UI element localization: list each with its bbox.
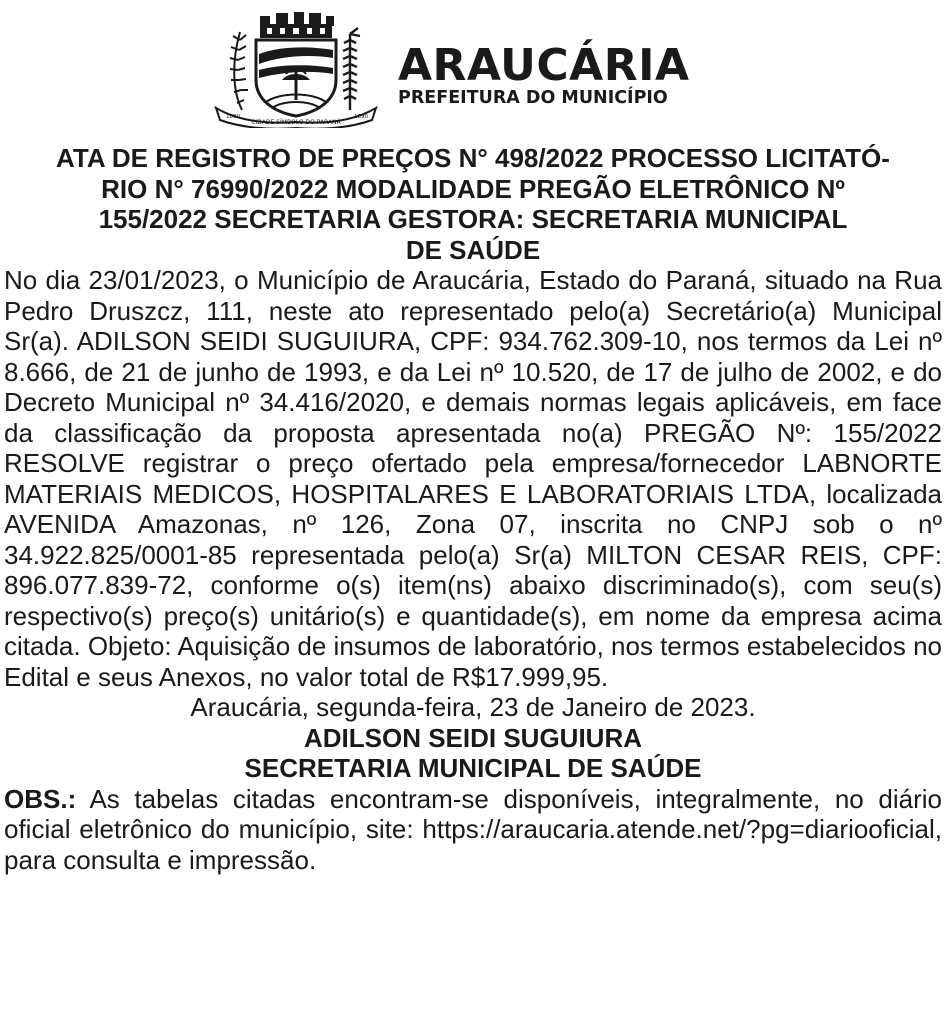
title-line: 155/2022 SECRETARIA GESTORA: SECRETARIA MUNICIPAL	[98, 204, 848, 234]
document-content	[4, 143, 942, 875]
crest-ribbon-text: CIDADE SÍMBOLO DO PARANÁ	[251, 119, 341, 126]
signatory-name: ADILSON SEIDI SUGUIURA	[303, 722, 643, 753]
title-line: ATA DE REGISTRO DE PREÇOS N° 498/2022 PROCESSO LICITATÓ-	[56, 143, 890, 173]
title-line: DE SAÚDE	[405, 234, 541, 265]
crest-year-right: 1890	[354, 114, 368, 120]
document-body: No dia 23/01/2023, o Município de Araucária, Estado do Paraná, situado na Rua Pedro Druszcz, 111, neste ato representado pelo(a) Secretário(a) Municipal Sr(a). ADILSON SEIDI SUGUIURA, CPF: 934.762.309-10, nos termos da Lei nº 8.666, de 21 de junho de 1993, e da Lei nº 10.520, de 17 de julho de 2002, e do Decreto Municipal nº 34.416/2020, e demais normas legais aplicáveis, em face da classificação da proposta apresentada no(a) PREGÃO Nº: 155/2022 RESOLVE registrar o preço ofertado pela empresa/fornecedor LABNORTE MATERIAIS MEDICOS, HOSPITALARES E LABORATORIAIS LTDA, localizada AVENIDA Amazonas, nº 126, Zona 07, inscrita no CNPJ sob o nº 34.922.825/0001-85 representada pelo(a) Sr(a) MILTON CESAR REIS, CPF: 896.077.839-72, conforme o(s) item(ns) abaixo discriminado(s), com seu(s) respectivo(s) preço(s) unitário(s) e quantidade(s), em nome da empresa acima citada. Objeto: Aquisição de insumos de laboratório, nos termos estabelecidos no Edital e seus Anexos, no valor total de R$17.999,95.	[4, 265, 942, 692]
signatory-role: SECRETARIA MUNICIPAL DE SAÚDE	[244, 753, 702, 783]
crest-year-left: 1890	[226, 114, 240, 120]
brand-name: ARAUCÁRIA	[398, 40, 690, 91]
place-date: Araucária, segunda-feira, 23 de Janeiro de 2023.	[190, 692, 756, 722]
observation-label: OBS.:	[4, 783, 77, 814]
observation-note	[4, 784, 942, 876]
observation-text: As tabelas citadas encontram-se disponíveis, integralmente, no diário oficial eletrônico do município, site: https://araucaria.atende.net/?pg=diariooficial, para consulta e impressão.	[4, 783, 942, 875]
brand-subtitle: PREFEITURA DO MUNICÍPIO	[398, 88, 668, 108]
coat-of-arms-icon	[210, 10, 382, 128]
page-header	[0, 8, 948, 130]
document-title	[4, 143, 942, 265]
title-line: RIO N° 76990/2022 MODALIDADE PREGÃO ELETRÔNICO Nº	[101, 173, 845, 204]
brand-block	[398, 40, 690, 108]
